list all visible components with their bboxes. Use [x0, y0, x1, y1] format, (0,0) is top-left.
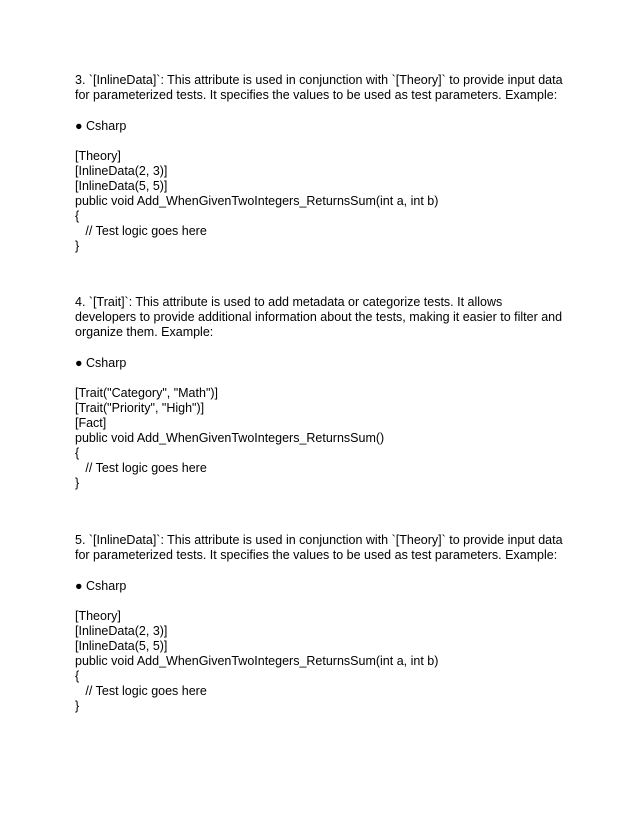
- code-line: [Theory]: [75, 609, 121, 623]
- code-line: // Test logic goes here: [75, 684, 207, 698]
- section-3-code-block: [75, 149, 438, 254]
- section-5-code-block: [75, 609, 438, 714]
- code-line: [Fact]: [75, 416, 107, 430]
- code-line: [InlineData(2, 3)]: [75, 624, 168, 638]
- code-line: [Trait("Category", "Math")]: [75, 386, 219, 400]
- section-5-language-bullet: ● Csharp: [75, 579, 127, 593]
- code-line: }: [75, 239, 80, 253]
- section-3-language-bullet: ● Csharp: [75, 119, 127, 133]
- code-line: }: [75, 699, 80, 713]
- code-line: {: [75, 209, 80, 223]
- code-line: [InlineData(5, 5)]: [75, 639, 168, 653]
- code-line: {: [75, 446, 80, 460]
- section-4-intro: 4. `[Trait]`: This attribute is used to add metadata or categorize tests. It allows developers to provide additional information about the tests, making it easier to filter and organize them. Example:: [75, 295, 563, 339]
- section-3-intro: 3. `[InlineData]`: This attribute is used in conjunction with `[Theory]` to provide input data for parameterized tests. It specifies the values to be used as test parameters. Example:: [75, 73, 563, 102]
- code-line: [InlineData(5, 5)]: [75, 179, 168, 193]
- section-4-code-block: [75, 386, 384, 491]
- code-line: {: [75, 669, 80, 683]
- code-line: public void Add_WhenGivenTwoIntegers_ReturnsSum(int a, int b): [75, 194, 439, 208]
- code-line: [Theory]: [75, 149, 121, 163]
- section-5-intro: 5. `[InlineData]`: This attribute is used in conjunction with `[Theory]` to provide input data for parameterized tests. It specifies the values to be used as test parameters. Example:: [75, 533, 563, 562]
- code-line: public void Add_WhenGivenTwoIntegers_ReturnsSum(): [75, 431, 385, 445]
- code-line: // Test logic goes here: [75, 224, 207, 238]
- code-line: [InlineData(2, 3)]: [75, 164, 168, 178]
- code-line: [Trait("Priority", "High")]: [75, 401, 205, 415]
- section-4-language-bullet: ● Csharp: [75, 356, 127, 370]
- code-line: public void Add_WhenGivenTwoIntegers_ReturnsSum(int a, int b): [75, 654, 439, 668]
- code-line: // Test logic goes here: [75, 461, 207, 475]
- code-line: }: [75, 476, 80, 490]
